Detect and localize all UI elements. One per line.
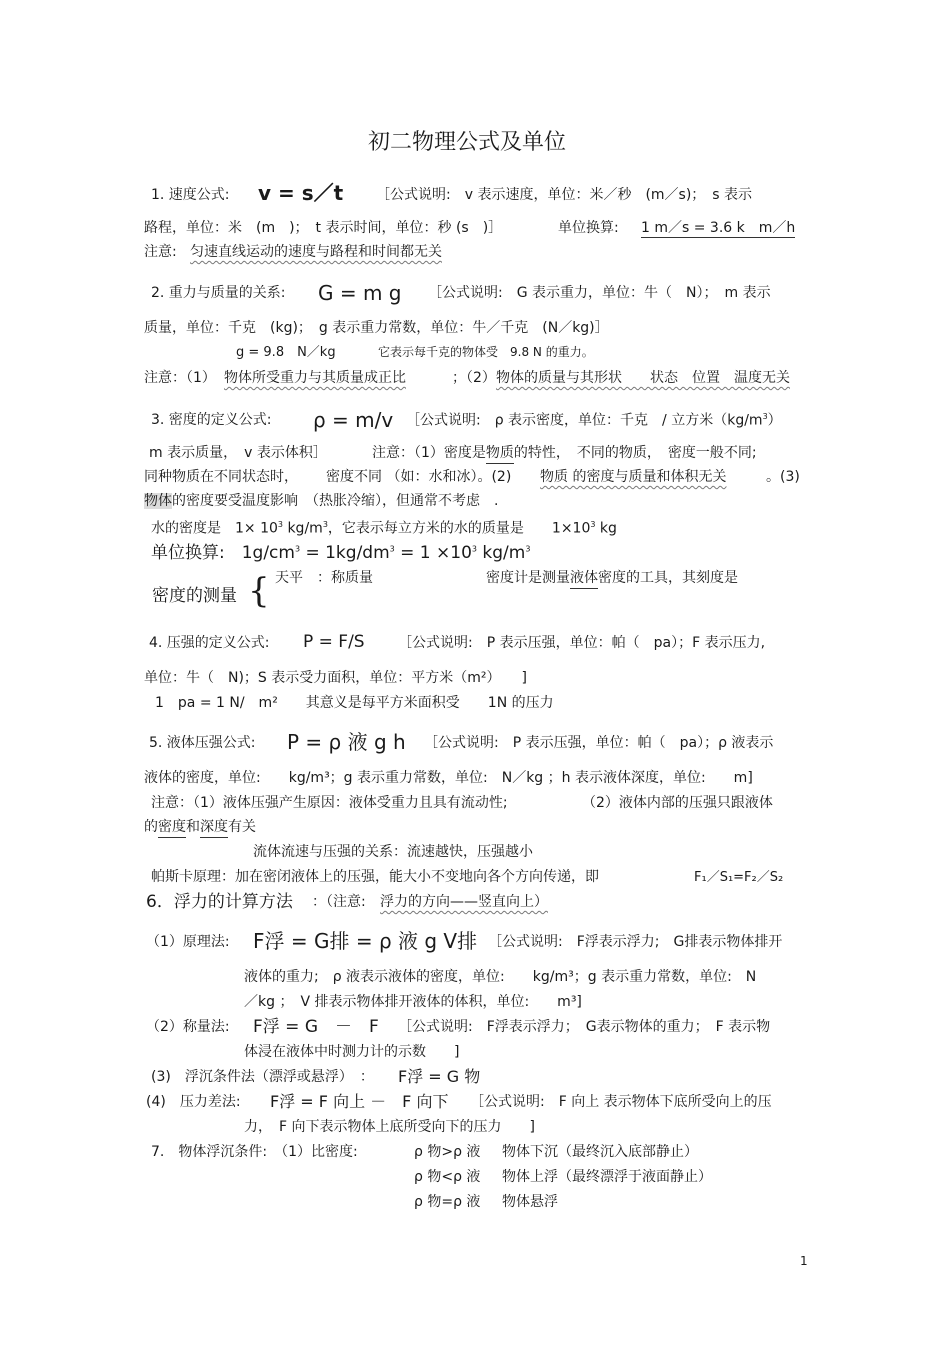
- weighing-label: （2）称量法:: [146, 1019, 230, 1035]
- gravity-g-value: g = 9.8 N／kg: [236, 345, 336, 360]
- liquid-pressure-formula: P = ρ 液 g h: [287, 730, 406, 754]
- sink-float-row-1-cond: ρ 物>ρ 液: [414, 1144, 481, 1160]
- speed-note: 匀速直线运动的速度与路程和时间都无关: [190, 244, 442, 260]
- density-line-2a: m 表示质量， v 表示体积］: [149, 445, 327, 461]
- sink-float-row-3-cond: ρ 物=ρ 液: [414, 1194, 481, 1210]
- density-line-4-object: 物体: [144, 493, 172, 509]
- flow-pressure: 流体流速与压强的关系：流速越快，压强越小: [253, 844, 533, 860]
- density-formula: ρ = m/v: [313, 408, 394, 432]
- gravity-line-1b: ［公式说明: G 表示重力，单位：牛（ N）； m 表示: [428, 285, 771, 301]
- density-line-2: [372, 446, 757, 460]
- water-density-b: kg/m: [283, 520, 323, 537]
- gravity-note-b: 物体所受重力与其质量成正比: [224, 370, 406, 386]
- speed-conversion: 1 m／s = 3.6 k m／h: [641, 220, 796, 236]
- pascal-principle: 帕斯卡原理：加在密闭液体上的压强，能大小不变地向各个方向传递，即: [151, 869, 599, 885]
- gravity-line-2: 质量，单位：千克 (kg)； g 表示重力常数，单位：牛／千克 (N／kg)］: [144, 320, 609, 336]
- density-measure-brace: {: [248, 571, 270, 611]
- hydrometer-c: 密度的工具，其刻度是: [598, 570, 738, 586]
- weighing-formula: F浮 = G － F: [253, 1017, 379, 1037]
- density-line-1b-end: ）: [767, 412, 782, 429]
- hydrometer-a: 密度计是测量: [486, 570, 570, 586]
- pressure-line-2: 单位：牛（ N)；S 表示受力面积，单位：平方米（m²） ]: [144, 670, 527, 686]
- pressure-diff-formula: F浮 = F 向上 － F 向下: [270, 1092, 449, 1111]
- pressure-formula: P = F/S: [303, 632, 365, 652]
- archimedes-formula: F浮 = G排 = ρ 液 g V排: [253, 929, 478, 953]
- page-number: 1: [800, 1254, 808, 1268]
- density-line-4-rest: 的密度要受温度影响 （热胀冷缩），但通常不考虑 .: [172, 493, 499, 509]
- sink-float-row-2-cond: ρ 物<ρ 液: [414, 1169, 481, 1185]
- pressure-line-1a: 4. 压强的定义公式:: [149, 635, 270, 651]
- speed-line-1b: ［公式说明: v 表示速度，单位：米／秒 (m／s)； s 表示: [376, 187, 753, 203]
- archimedes-desc-1: ［公式说明: F浮表示浮力; G排表示物体排开: [488, 934, 783, 950]
- density-unit-sup3: 3: [471, 544, 477, 554]
- density-line-4: [144, 494, 498, 508]
- density-hydrometer: [486, 571, 738, 585]
- density-line-1b: [406, 413, 782, 428]
- speed-line-2a: 路程，单位：米 (m )； t 表示时间，单位：秒 (s )］: [144, 220, 503, 236]
- liquid-pressure-line-3a: 注意：（1）液体压强产生原因：液体受重力且具有流动性;: [151, 795, 508, 811]
- water-density-sup2: 3: [322, 520, 328, 529]
- float-condition-formula: F浮 = G 物: [398, 1067, 481, 1086]
- density-unit-a: 单位换算: 1g/cm: [151, 543, 295, 563]
- buoyancy-heading-note-b: 浮力的方向——竖直向上）: [380, 894, 548, 910]
- density-line-1b-text: ［公式说明: ρ 表示密度，单位：千克 / 立方米（kg/m: [406, 412, 763, 429]
- archimedes-desc-2: 液体的重力; ρ 液表示液体的密度，单位: kg/m³；g 表示重力常数，单位: N: [244, 969, 757, 985]
- lp4-depth: 深度: [200, 819, 228, 838]
- gravity-note-d: 物体的质量与其形状 状态 位置 温度无关: [496, 370, 790, 386]
- gravity-g-note: 它表示每千克的物体受 9.8 N 的重力。: [378, 345, 594, 359]
- density-unit-sup2: 3: [389, 544, 395, 554]
- water-density-a: 水的密度是 1× 10: [151, 520, 278, 537]
- lp4-and: 和: [186, 819, 200, 835]
- water-density: [151, 521, 617, 536]
- buoyancy-heading: 6．浮力的计算方法: [146, 892, 293, 912]
- density-unit-sup4: 3: [525, 544, 531, 554]
- density-unit-b: = 1kg/dm: [300, 543, 390, 563]
- density-line-1b-sup: 3: [762, 412, 768, 421]
- liquid-pressure-line-3b: （2）液体内部的压强只跟液体: [582, 795, 773, 811]
- liquid-pressure-line-1b: ［公式说明: P 表示压强，单位：帕（ pa）；ρ 液表示: [424, 735, 774, 751]
- water-density-c: ，它表示每立方米的水的质量是 1×10: [327, 520, 591, 537]
- weighing-desc-2: 体浸在液体中时测力计的示数 ]: [244, 1044, 460, 1060]
- sink-float-label: 7. 物体浮沉条件: （1）比密度:: [151, 1144, 358, 1160]
- liquid-pressure-line-1a: 5. 液体压强公式:: [149, 735, 256, 751]
- density-measure-label: 密度的测量: [152, 586, 237, 606]
- density-note-substance: 物质: [486, 445, 514, 464]
- archimedes-desc-3: ／kg ； V 排表示物体排开液体的体积，单位: m³]: [244, 994, 582, 1010]
- buoyancy-heading-note-a: ：（注意:: [312, 894, 366, 910]
- pressure-diff-desc-1: ［公式说明: F 向上 表示物体下底所受向上的压: [470, 1094, 772, 1110]
- speed-conv-label: 单位换算:: [558, 220, 619, 236]
- density-unit-d: kg/m: [477, 543, 526, 563]
- speed-formula: v = s／t: [258, 181, 344, 205]
- pressure-line-3: 1 pa = 1 N/ m² 其意义是每平方米面积受 1N 的压力: [155, 695, 554, 711]
- gravity-formula: G = m g: [318, 281, 402, 305]
- weighing-desc-1: ［公式说明: F浮表示浮力； G表示物体的重力； F 表示物: [398, 1019, 771, 1035]
- gravity-note-a: 注意：（1）: [144, 370, 216, 386]
- density-line-3a: 同种物质在不同状态时，: [144, 469, 298, 485]
- hydrometer-liquid: 液体: [570, 570, 598, 589]
- water-density-d: kg: [595, 520, 617, 537]
- archimedes-label: （1）原理法:: [146, 934, 230, 950]
- density-line-3d: 。(3): [766, 469, 800, 485]
- speed-note-prefix: 注意:: [144, 244, 177, 260]
- density-line-3b: 密度不同 （如：水和冰）。(2): [326, 469, 512, 485]
- pressure-line-1b: ［公式说明: P 表示压强，单位：帕（ pa）；F 表示压力,: [398, 635, 766, 651]
- sink-float-row-2-result: 物体上浮（最终漂浮于液面静止）: [502, 1169, 712, 1185]
- gravity-note-c: ；（2）: [452, 370, 496, 386]
- water-density-sup3: 3: [590, 520, 596, 529]
- lp4-e: 有关: [228, 819, 256, 835]
- lp4-a: 的: [144, 819, 158, 835]
- pressure-diff-label: (4) 压力差法:: [146, 1094, 241, 1110]
- page-title: 初二物理公式及单位: [368, 130, 567, 155]
- density-line-1a: 3. 密度的定义公式:: [151, 412, 272, 428]
- density-unit-c: = 1 ×10: [394, 543, 472, 563]
- density-unit-conversion: [151, 545, 530, 562]
- pressure-diff-desc-2: 力， F 向下表示物体上底所受向下的压力 ]: [244, 1119, 535, 1135]
- pascal-formula: F₁／S₁=F₂／S₂: [694, 870, 784, 885]
- liquid-pressure-line-4: [144, 820, 256, 834]
- sink-float-row-3-result: 物体悬浮: [502, 1194, 558, 1210]
- liquid-pressure-line-2: 液体的密度，单位: kg/m³；g 表示重力常数，单位: N／kg ；h 表示液体深度，单位: m]: [144, 770, 753, 786]
- density-line-3c: 物质 的密度与质量和体积无关: [540, 469, 727, 485]
- density-balance: 天平 ：称质量: [275, 570, 373, 586]
- float-condition-label: (3) 浮沉条件法（漂浮或悬浮） ：: [151, 1069, 374, 1085]
- gravity-line-1a: 2. 重力与质量的关系:: [151, 285, 286, 301]
- sink-float-row-1-result: 物体下沉（最终沉入底部静止）: [502, 1144, 698, 1160]
- water-density-sup1: 3: [277, 520, 283, 529]
- lp4-density: 密度: [158, 819, 186, 838]
- density-note-rest: 的特性， 不同的物质， 密度一般不同;: [513, 445, 757, 461]
- density-unit-sup1: 3: [294, 544, 301, 554]
- speed-line-1a: 1. 速度公式:: [151, 187, 230, 203]
- density-note-text: 注意：（1）密度是: [372, 445, 486, 461]
